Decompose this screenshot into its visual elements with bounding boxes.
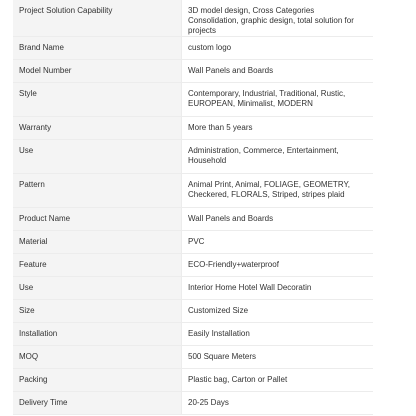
spec-label: Delivery Time [13, 392, 182, 415]
spec-row-delivery-time [13, 392, 373, 415]
spec-label: Packing [13, 369, 182, 392]
spec-value: Contemporary, Industrial, Traditional, Rustic, EUROPEAN, Minimalist, MODERN [182, 83, 374, 117]
spec-label: Installation [13, 323, 182, 346]
spec-label: Model Number [13, 60, 182, 83]
spec-value: 3D model design, Cross Categories Consolidation, graphic design, total solution for projects [182, 0, 374, 37]
spec-row-material [13, 231, 373, 254]
product-spec-table [13, 0, 373, 415]
spec-value: Animal Print, Animal, FOLIAGE, GEOMETRY, Checkered, FLORALS, Striped, stripes plaid [182, 174, 374, 208]
spec-value: Wall Panels and Boards [182, 60, 374, 83]
spec-label: Use [13, 140, 182, 174]
spec-label: Pattern [13, 174, 182, 208]
spec-label: Material [13, 231, 182, 254]
spec-value: ECO-Friendly+waterproof [182, 254, 374, 277]
spec-value: Administration, Commerce, Entertainment, Household [182, 140, 374, 174]
spec-label: MOQ [13, 346, 182, 369]
spec-label: Size [13, 300, 182, 323]
spec-value: More than 5 years [182, 117, 374, 140]
spec-row-warranty [13, 117, 373, 140]
spec-row-size [13, 300, 373, 323]
spec-row-packing [13, 369, 373, 392]
spec-value: 500 Square Meters [182, 346, 374, 369]
spec-value: Wall Panels and Boards [182, 208, 374, 231]
spec-label: Product Name [13, 208, 182, 231]
spec-row-pattern [13, 174, 373, 208]
spec-label: Brand Name [13, 37, 182, 60]
spec-row-feature [13, 254, 373, 277]
spec-row-use-2 [13, 277, 373, 300]
spec-label: Project Solution Capability [13, 0, 182, 37]
spec-row-project-solution-capability [13, 0, 373, 37]
spec-value: Customized Size [182, 300, 374, 323]
spec-row-model-number [13, 60, 373, 83]
spec-label: Style [13, 83, 182, 117]
spec-value: 20-25 Days [182, 392, 374, 415]
spec-label: Warranty [13, 117, 182, 140]
spec-row-moq [13, 346, 373, 369]
spec-row-style [13, 83, 373, 117]
spec-label: Feature [13, 254, 182, 277]
spec-row-use [13, 140, 373, 174]
spec-row-brand-name [13, 37, 373, 60]
spec-value: Plastic bag, Carton or Pallet [182, 369, 374, 392]
spec-value: Easily Installation [182, 323, 374, 346]
spec-value: Interior Home Hotel Wall Decoratin [182, 277, 374, 300]
spec-row-installation [13, 323, 373, 346]
spec-label: Use [13, 277, 182, 300]
spec-value: PVC [182, 231, 374, 254]
spec-value: custom logo [182, 37, 374, 60]
spec-row-product-name [13, 208, 373, 231]
